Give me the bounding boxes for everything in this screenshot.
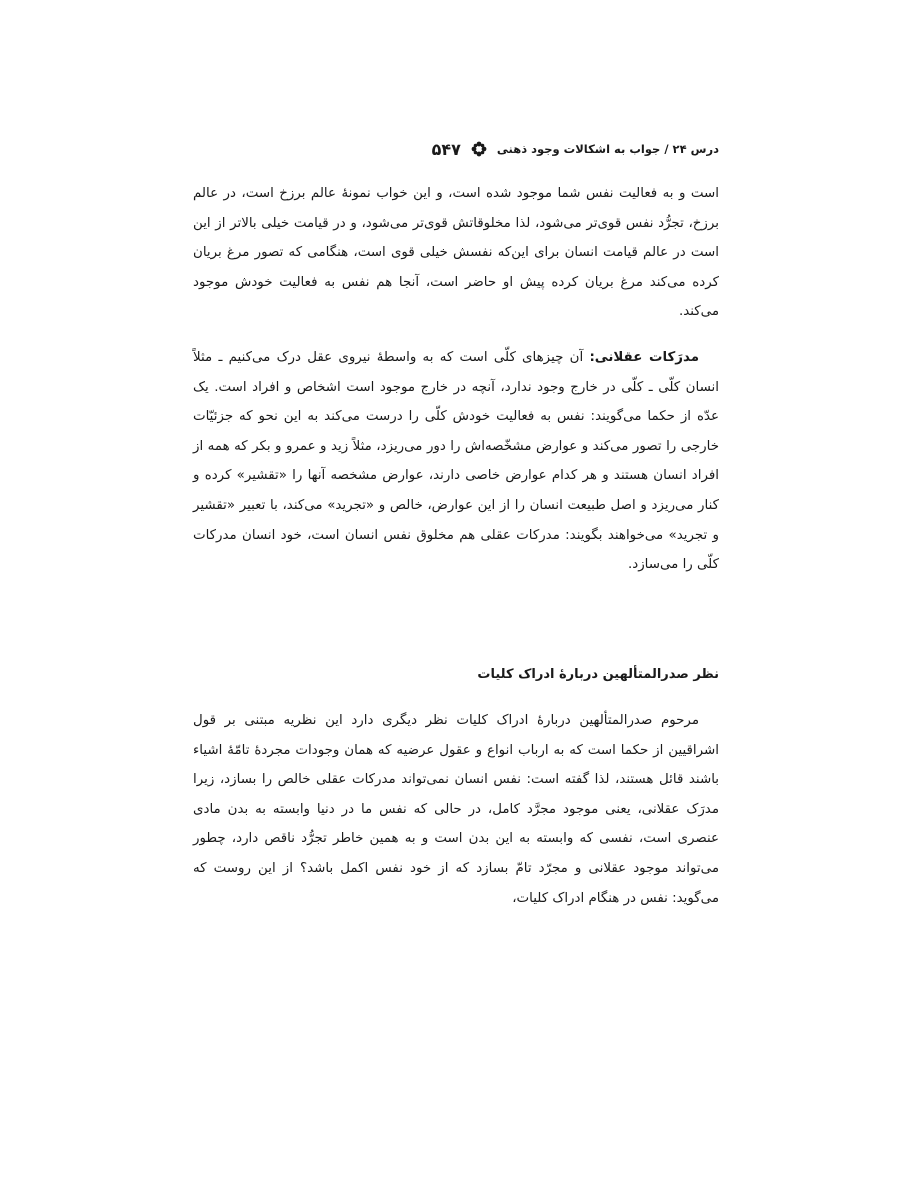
book-page: [193, 0, 719, 1200]
paragraph-3-text: مرحوم صدرالمتألهین دربارهٔ ادراک کلیات نظر دیگری دارد این نظریه مبتنی بر قول اشراقیین از حکما است که به ارباب انواع و عقول عرضیه که همان وجودات مجردهٔ تامّهٔ اشیاء باشند قائل هستند، لذا گفته است: نفس انسان نمی‌تواند مدرکات عقلی خالص را بسازد، زیرا مدرَک عقلانی، یعنی موجود مجرَّد کامل، در حالی که نفس ما در دنیا وابسته به بدن مادی عنصری است، نفسی که وابسته به این بدن است و به همین خاطر تجرُّد ناقص دارد، چطور می‌تواند موجود عقلانی و مجرّد تامّ بسازد که از خود نفس اکمل باشد؟ از این روست که می‌گوید: نفس در هنگام ادراک کلیات،: [193, 713, 719, 906]
paragraph-1-text: است و به فعالیت نفس شما موجود شده است، و این خواب نمونهٔ عالم برزخ است، در عالم برزخ، تجرُّد نفس قوی‌تر می‌شود، لذا مخلوقاتش قوی‌تر می‌شود، و در قیامت خیلی بالاتر از این است در عالم قیامت انسان برای این‌که نفسش خیلی قوی است، هنگامی که تصور مرغ بریان کرده می‌کند مرغ بریان کرده پیش او حاضر است، آنجا هم نفس به فعالیت خودش موجود می‌کند.: [193, 186, 719, 320]
paragraph-2-term: مدرَکات عقلانی:: [589, 350, 699, 365]
page-number: ۵۴۷: [431, 139, 461, 159]
running-head-title: درس ۲۴ / جواب به اشکالات وجود ذهنی: [496, 142, 719, 156]
running-head-right: [432, 140, 719, 159]
paragraph-2-text: آن چیزهای کلّی است که به واسطهٔ نیروی عقل درک می‌کنیم ـ مثلاً انسان کلّی ـ کلّی در خارج وجود ندارد، آنچه در خارج موجود است اشخاص و افراد است. یک عدّه از حکما می‌گویند: نفس به فعالیت خودش کلّی را درست می‌کند به این نحو که جزئیّات خارجی را تصور می‌کند و عوارض مشخّصه‌اش را دور می‌ریزد، مثلاً زید و عمرو و بکر که همه از افراد انسان هستند و هر کدام عوارض خاصی دارند، عوارض مشخصه آنها را «تقشیر» کرده و کنار می‌ریزد و اصل طبیعت انسان را از این عوارض، خالص و «تجرید» می‌کند، با تعبیر «تقشیر و تجرید» می‌خواهند بگویند: مدرکات عقلی هم مخلوق نفس انسان است، خود انسان مدرکات کلّی را می‌سازد.: [193, 350, 719, 573]
running-head: [193, 138, 719, 160]
paragraph-3: [193, 706, 719, 913]
paragraph-1: [193, 179, 719, 327]
section-heading: نظر صدرالمتألهین دربارهٔ ادراک کلیات: [477, 667, 719, 682]
flower-ornament-icon: [471, 141, 487, 157]
paragraph-2: [193, 343, 719, 580]
paragraph-2-content: [193, 343, 719, 580]
